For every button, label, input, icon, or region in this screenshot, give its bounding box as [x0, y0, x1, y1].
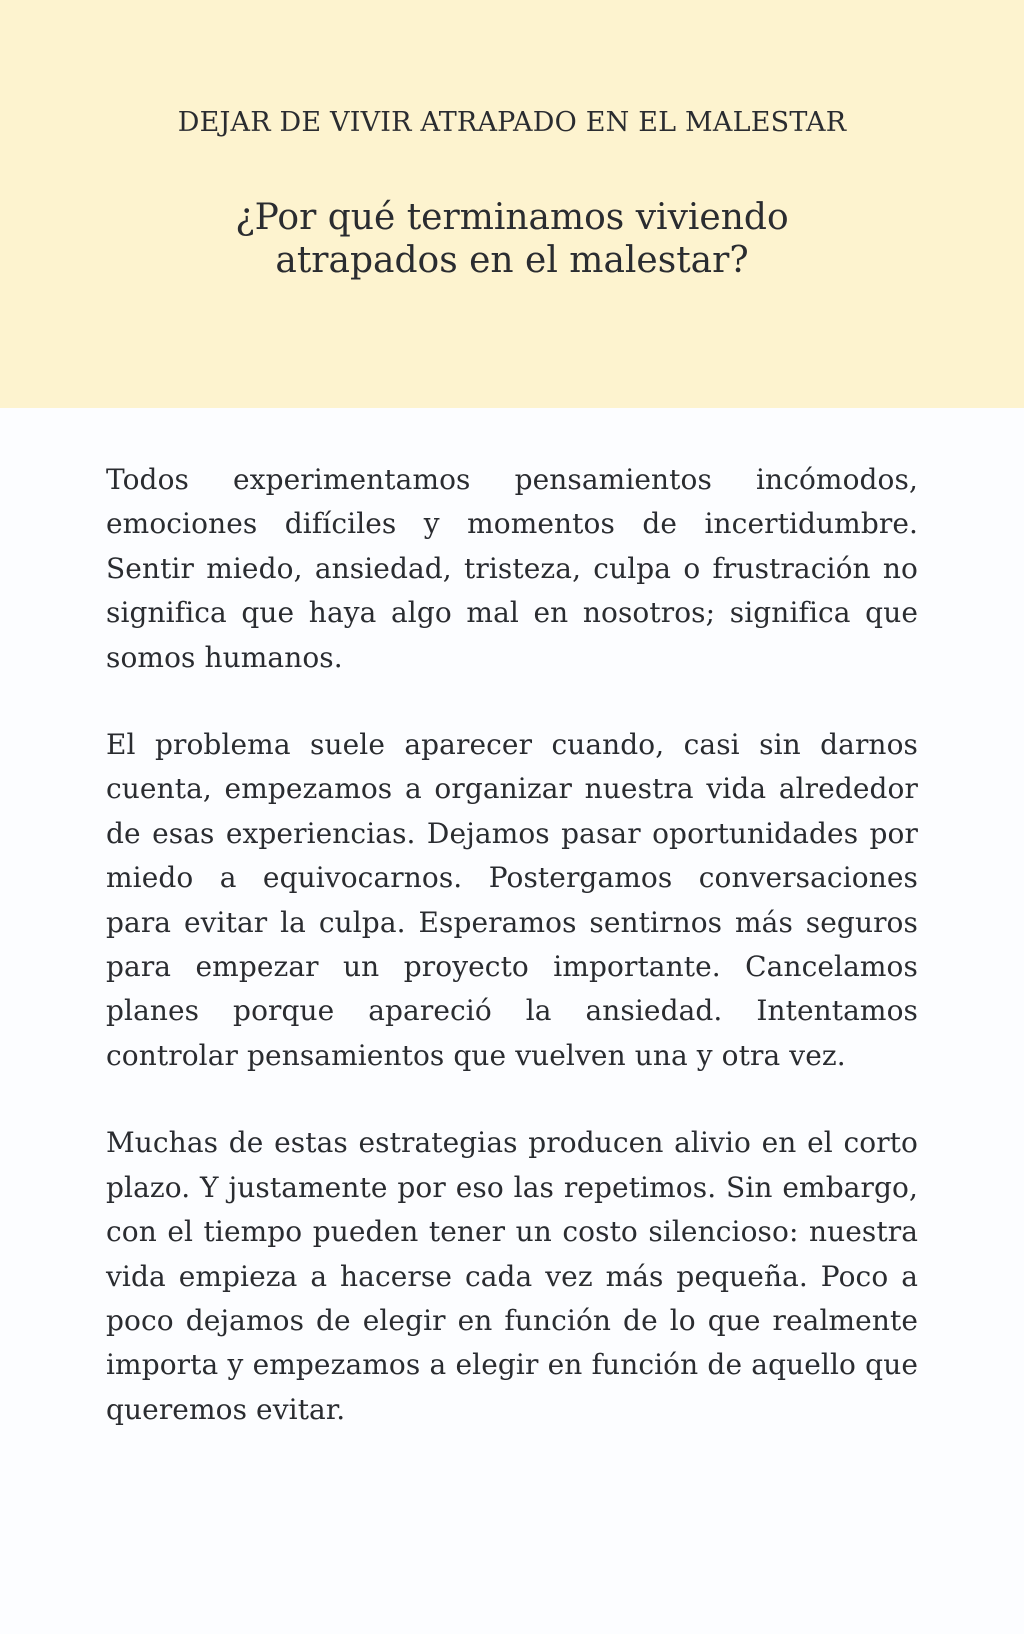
paragraph-1: Todos experimentamos pensamientos incómodos, emociones difíciles y momentos de incertidumbre. Sentir miedo, ansiedad, tristeza, culpa o frustración no significa que haya algo mal en nosotros; significa que somos humanos.	[106, 463, 918, 674]
paragraph-2: El problema suele aparecer cuando, casi sin darnos cuenta, empezamos a organizar nuestra vida alrededor de esas experiencias. Dejamos pasar oportunidades por miedo a equivocarnos. Postergamos conversaciones para evitar la culpa. Esperamos sentirnos más seguros para empezar un proyecto importante. Cancelamos planes porque apareció la ansiedad. Intentamos controlar pensamientos que vuelven una y otra vez.	[106, 728, 918, 1072]
section-kicker: DEJAR DE VIVIR ATRAPADO EN EL MALESTAR	[177, 107, 847, 138]
page-title-line-2: atrapados en el malestar?	[275, 240, 749, 281]
body-text	[106, 458, 918, 1475]
page-title-line-1: ¿Por qué terminamos viviendo	[235, 197, 789, 238]
page-title	[0, 196, 1024, 282]
header-band	[0, 0, 1024, 408]
paragraph-3: Muchas de estas estrategias producen alivio en el corto plazo. Y justamente por eso las repetimos. Sin embargo, con el tiempo pueden tener un costo silencioso: nuestra vida empieza a hacerse cada vez más pequeña. Poco a poco dejamos de elegir en función de lo que realmente importa y empezamos a elegir en función de aquello que queremos evitar.	[106, 1126, 918, 1426]
